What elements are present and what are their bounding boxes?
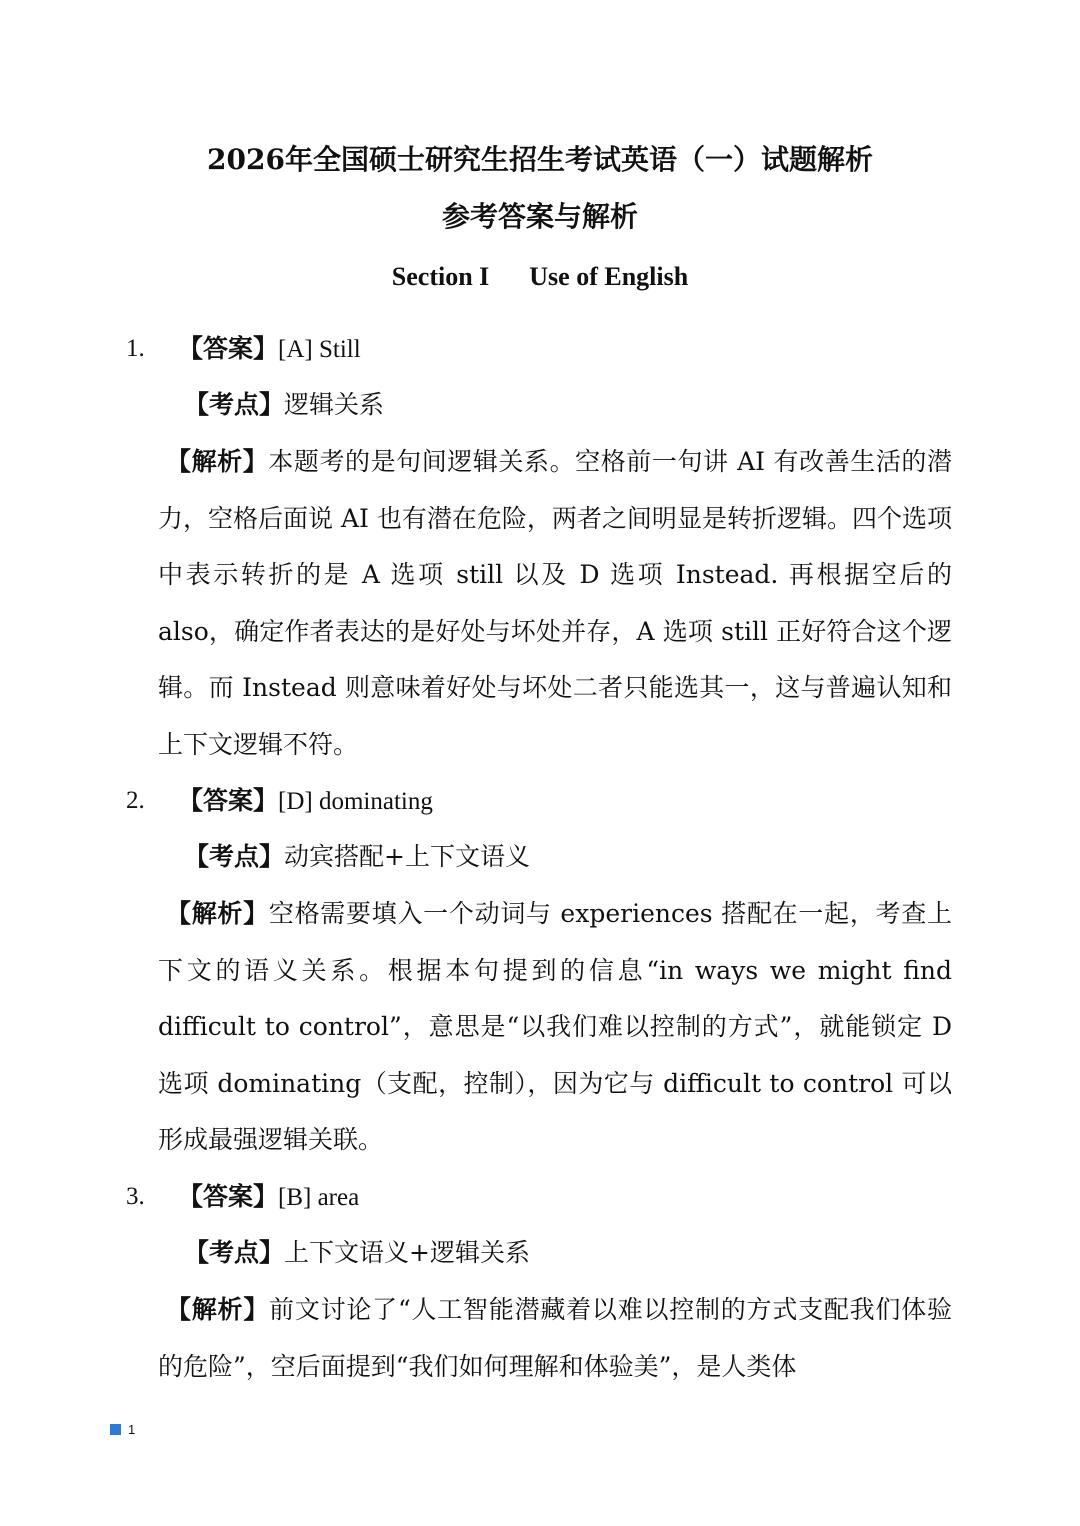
answer-line [178,331,361,368]
point-tag: 【考点】 [184,390,285,419]
analysis-text: 本题考的是句间逻辑关系。空格前一句讲 AI 有改善生活的潜力，空格后面说 AI 也有潜在危险，两者之间明显是转折逻辑。四个选项中表示转折的是 A 选项 still 以及 D 选项 Instead. 再根据空后的 also，确定作者表达的是好处与坏处并存，A 选项 still 正好符合这个逻辑。而 Instead 则意味着好处与坏处二者只能选其一，这与普遍认知和上下文逻辑不符。 [158,447,952,759]
point-value: 逻辑关系 [284,390,385,419]
question-number: 1. [126,335,145,362]
analysis-text: 前文讨论了“人工智能潜藏着以难以控制的方式支配我们体验的危险”，空后面提到“我们如何理解和体验美”，是人类体 [158,1295,952,1381]
question-number: 3. [126,1183,145,1210]
page-marker-square-icon [110,1424,121,1435]
answer-line [178,1179,359,1216]
analysis-text: 空格需要填入一个动词与 experiences 搭配在一起，考查上下文的语义关系。根据本句提到的信息“in ways we might find difficult to control”，意思是“以我们难以控制的方式”，就能锁定 D 选项 dominating（支配，控制），因为它与 difficult to control 可以形成最强逻辑关联。 [158,899,952,1154]
answer-value: [B] area [278,1184,360,1211]
analysis-tag: 【解析】 [166,447,269,476]
point-line [184,1235,530,1271]
answer-value: [A] Still [278,336,361,363]
analysis-paragraph [158,886,952,1169]
analysis-tag: 【解析】 [166,899,269,928]
page-number: 1 [128,1422,136,1437]
analysis-paragraph [158,1282,952,1395]
document-title: 2026年全国硕士研究生招生考试英语（一）试题解析 [207,143,873,176]
answer-tag: 【答案】 [178,334,279,363]
point-tag: 【考点】 [184,1238,285,1267]
answer-line [178,783,433,820]
point-line [184,387,384,423]
point-value: 上下文语义+逻辑关系 [284,1238,530,1267]
document-subtitle: 参考答案与解析 [441,200,638,233]
answer-tag: 【答案】 [178,1182,279,1211]
answer-tag: 【答案】 [178,786,279,815]
section-heading [0,262,1080,292]
point-line [184,839,530,875]
point-value: 动宾搭配+上下文语义 [284,842,530,871]
analysis-tag: 【解析】 [166,1295,270,1324]
page-number-marker [110,1422,135,1437]
section-name: Use of English [529,262,689,291]
section-label: Section I [391,262,490,291]
answer-value: [D] dominating [278,788,433,815]
analysis-paragraph [158,434,952,773]
point-tag: 【考点】 [184,842,285,871]
question-number: 2. [126,787,145,814]
